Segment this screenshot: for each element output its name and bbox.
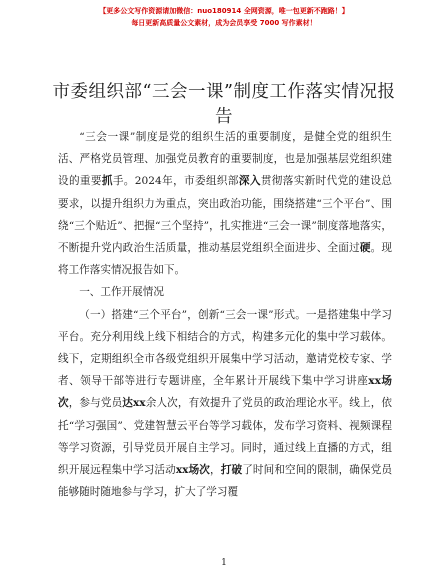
text-span: ，参与党员 [68,397,123,410]
bold-span: 打破 [220,464,243,477]
text-span: ， [210,464,221,477]
bold-span: xx场次 [58,375,392,410]
bold-span: 硬 [359,242,371,255]
promo-banner-line-2: 每日更新高质量公文素材，成为会员享受 7000 写作素材！ [131,19,317,27]
text-span: 手。2024年，市委组织部 [112,175,239,188]
text-span: 了时间和空间的限制，确保党员能够随时随地参与学习，扩大了学习覆 [58,464,393,499]
bold-span: 深入 [238,175,261,188]
document-body [58,126,392,503]
text-span: 余人次，有效提升了党员的政治理论水平。线上，依托“学习强国”、党建智慧云平台等学习载体，发布学习资料、视频课程等学习资源，引导党员开展自主学习。同时，通过线上直播的方式，组织开展远程集中学习活动 [58,397,392,477]
bold-span: xx场次 [175,464,211,477]
bold-span: 抓 [101,175,113,188]
text-span: 贯彻落实新时代党的建设总要求，以提升组织力为重点，突出政治功能，围绕搭建“三个平台”、围绕“三个贴近”、把握“三个坚持”，扎实推进“三会一课”制度落地落实，不断提升党内政治生活质量，推动基层党组织全面进步、全面过 [58,175,393,255]
page-number: 1 [221,558,227,568]
text-span: 。现将工作落实情况报告如下。 [58,242,392,277]
section-heading: 一、工作开展情况 [79,286,164,299]
intro-paragraph [58,126,392,281]
bold-span: 达xx [122,397,146,410]
text-span: （一）搭建“三个平台”，创新“三会一课”形式。一是搭建集中学习平台。充分利用线上线下相结合的方式，构建多元化的集中学习载体。线下，定期组织全市各级党组织开展集中学习活动，邀请党校专家、学者、领导干部等进行专题讲座，全年累计开展线下集中学习讲座 [58,308,392,388]
document-title: 市委组织部“三会一课”制度工作落实情况报告 [52,82,396,127]
text-span: “三会一课”制度是党的组织生活的重要制度，是健全党的组织生活、严格党员管理、加强党员教育的重要制度，也是加强基层党组织建设的重要 [58,131,392,188]
promo-banner-line-1: 【更多公文写作资源请加微信：nuo180914 全网资源，唯一包更新不跑路！】 [99,7,349,15]
section-paragraph [58,304,392,504]
